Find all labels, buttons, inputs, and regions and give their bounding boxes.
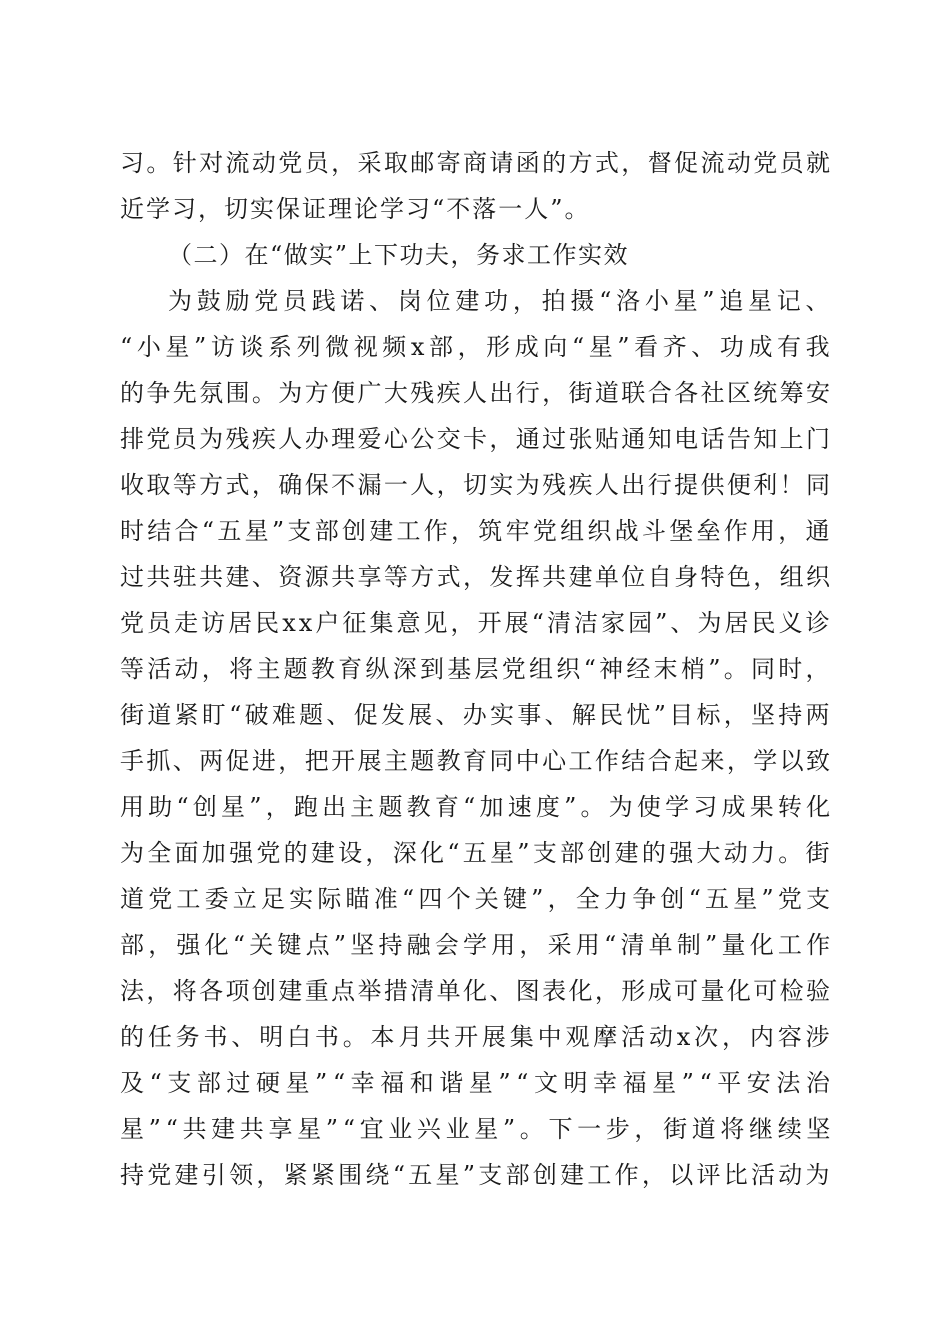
paragraph-line	[120, 646, 833, 692]
paragraph-line	[120, 692, 833, 738]
line-text: 部，强化“关键点”坚持融会学用，采用“清单制”量化工作	[120, 931, 835, 959]
paragraph-line	[120, 784, 835, 830]
paragraph-line	[120, 1060, 836, 1106]
paragraph-line	[120, 968, 833, 1014]
paragraph-line	[120, 738, 833, 784]
line-text: 手抓、两促进，把开展主题教育同中心工作结合起来，学以致	[120, 747, 833, 775]
line-text: 星”“共建共享星”“宜业兴业星”。下一步，街道将继续坚	[120, 1115, 835, 1143]
line-text: 收取等方式，确保不漏一人，切实为残疾人出行提供便利！同	[120, 471, 833, 499]
paragraph-line	[120, 1152, 833, 1198]
line-text: 道党工委立足实际瞄准“四个关键”，全力争创“五星”党支	[120, 885, 835, 913]
line-text: 过共驻共建、资源共享等方式，发挥共建单位自身特色，组织	[120, 563, 833, 591]
line-text: 近学习，切实保证理论学习“不落一人”。	[120, 195, 591, 223]
line-text: 等活动，将主题教育纵深到基层党组织“神经末梢”。同时，	[120, 655, 833, 683]
paragraph-line	[120, 462, 833, 508]
paragraph-line	[120, 1106, 835, 1152]
paragraph-line	[120, 830, 833, 876]
paragraph-line	[120, 876, 835, 922]
paragraph-line	[120, 416, 833, 462]
section-heading	[120, 232, 830, 278]
line-text: 为全面加强党的建设，深化“五星”支部创建的强大动力。街	[120, 839, 833, 867]
line-text: 时结合“五星”支部创建工作，筑牢党组织战斗堡垒作用，通	[120, 517, 833, 545]
paragraph-line	[120, 324, 835, 370]
line-text: 用助“创星”，跑出主题教育“加速度”。为使学习成果转化	[120, 793, 835, 821]
line-text: 的任务书、明白书。本月共开展集中观摩活动x次，内容涉	[120, 1023, 834, 1051]
line-text: 习。针对流动党员，采取邮寄商请函的方式，督促流动党员就	[120, 149, 833, 177]
line-text: 的争先氛围。为方便广大残疾人出行，街道联合各社区统筹安	[120, 379, 833, 407]
line-text: 为鼓励党员践诺、岗位建功，拍摄“洛小星”追星记、	[168, 287, 835, 315]
line-text: 排党员为残疾人办理爱心公交卡，通过张贴通知电话告知上门	[120, 425, 833, 453]
paragraph-line	[120, 508, 833, 554]
line-text: 及“支部过硬星”“幸福和谐星”“文明幸福星”“平安法治	[120, 1069, 836, 1097]
heading-text: （二）在“做实”上下功夫，务求工作实效	[168, 241, 630, 269]
line-text: 持党建引领，紧紧围绕“五星”支部创建工作，以评比活动为	[120, 1161, 833, 1189]
paragraph-line	[120, 140, 833, 186]
paragraph-line	[120, 370, 833, 416]
paragraph-line	[120, 1014, 834, 1060]
document-body	[120, 140, 836, 1198]
line-text: 街道紧盯“破难题、促发展、办实事、解民忧”目标，坚持两	[120, 701, 833, 729]
paragraph-line	[120, 278, 835, 324]
line-text: 党员走访居民xx户征集意见，开展“清洁家园”、为居民义诊	[120, 609, 833, 637]
paragraph-line	[120, 922, 835, 968]
paragraph-line	[120, 554, 833, 600]
paragraph-line	[120, 186, 830, 232]
line-text: “小星”访谈系列微视频x部，形成向“星”看齐、功成有我	[120, 333, 835, 361]
line-text: 法，将各项创建重点举措清单化、图表化，形成可量化可检验	[120, 977, 833, 1005]
paragraph-line	[120, 600, 833, 646]
